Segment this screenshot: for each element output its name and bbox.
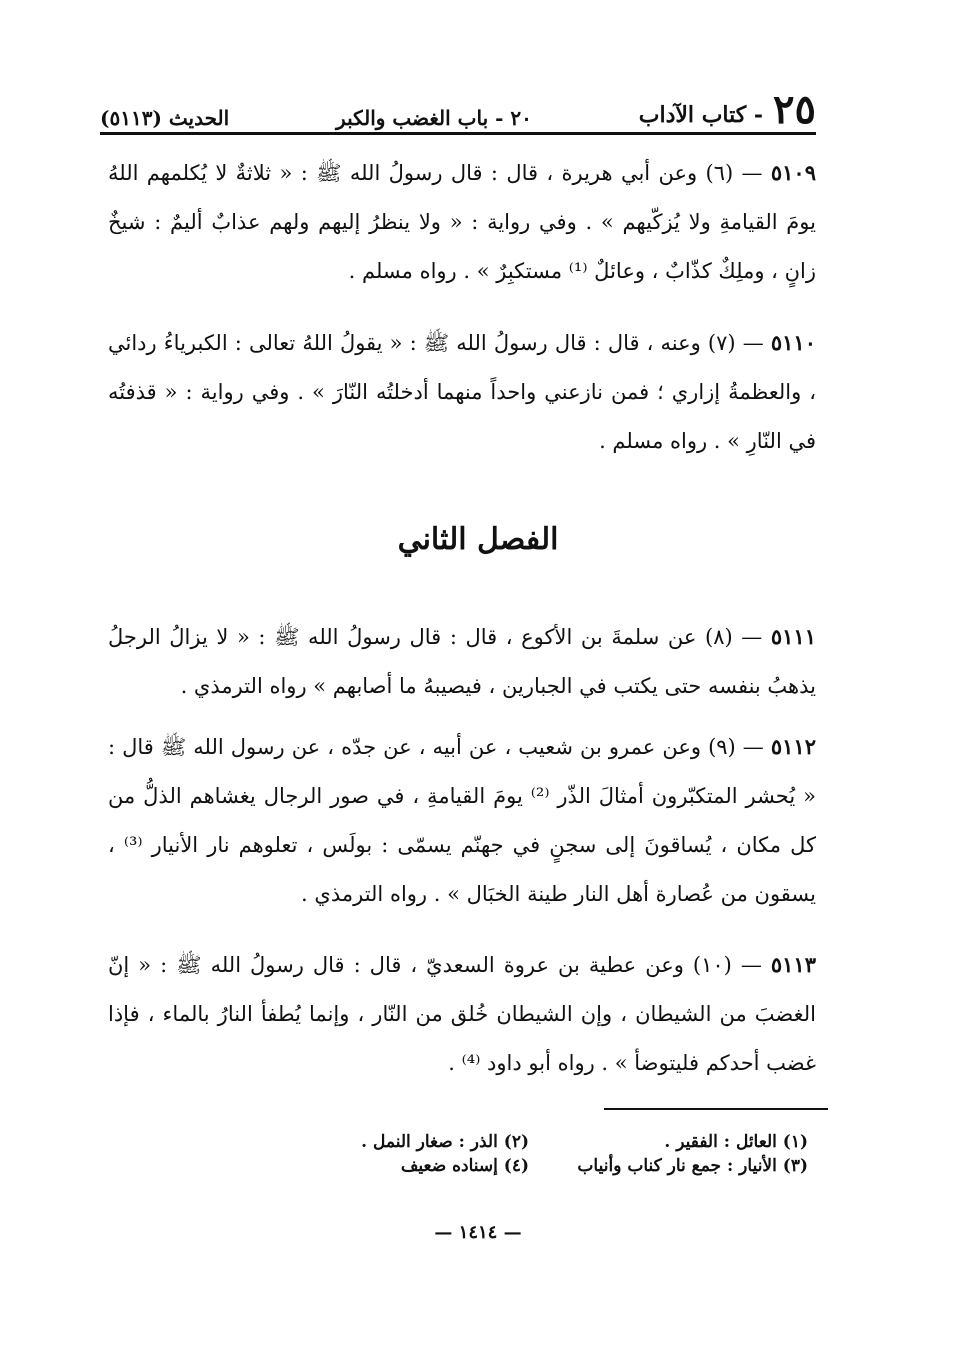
footnote-4: (٤) إسناده ضعيف bbox=[400, 1156, 529, 1176]
header-rule bbox=[100, 132, 816, 135]
hadith-paragraph bbox=[108, 722, 816, 919]
hadith-number: ٥١١٣ bbox=[770, 952, 816, 977]
page-header bbox=[100, 82, 816, 133]
hadith-text: — (٦) وعن أبي هريرة ، قال : قال رسولُ الله ﷺ : « ثلاثةٌ لا يُكلمهم اللهُ يومَ القيامةِ ولا يُزكّيهم » . وفي رواية : « ولا ينظرُ إليهم ولهم عذابٌ أليمٌ : شيخٌ زانٍ ، وملِكٌ كذّابٌ ، وعائلٌ ⁽¹⁾ مستكبِرٌ » . رواه مسلم . bbox=[108, 161, 816, 283]
hadith-number: ٥١١٢ bbox=[770, 734, 816, 759]
hadith-paragraph bbox=[108, 940, 816, 1088]
hadith-number: ٥١٠٩ bbox=[770, 160, 816, 185]
hadith-paragraph bbox=[108, 612, 816, 711]
section-title: الفصل الثاني bbox=[397, 522, 559, 557]
hadith-text: — (٧) وعنه ، قال : قال رسولُ الله ﷺ : « يقولُ اللهُ تعالى : الكبرياءُ ردائي ، والعظمةُ إزاري ؛ فمن نازعني واحداً منهما أدخلتُه النّارَ » . وفي رواية : « قذفتُه في النّارِ » . رواه مسلم . bbox=[108, 331, 816, 453]
book-title: - كتاب الآداب bbox=[638, 102, 764, 129]
hadith-text: — (٨) عن سلمةَ بن الأكوع ، قال : قال رسولُ الله ﷺ : « لا يزالُ الرجلُ يذهبُ بنفسه حتى يكتب في الجبارين ، فيصيبهُ ما أصابهم » رواه الترمذي . bbox=[108, 625, 816, 698]
hadith-range: الحديث (٥١١٣) bbox=[100, 106, 230, 130]
footnote-3: (٣) الأنيار : جمع نار كناب وأنياب bbox=[577, 1156, 808, 1176]
footnote-1: (١) العائل : الفقير . bbox=[664, 1132, 808, 1152]
footnotes bbox=[290, 1132, 808, 1176]
book-heading bbox=[638, 86, 816, 133]
page-number: — ١٤١٤ — bbox=[434, 1222, 522, 1243]
book-number: ٢٥ bbox=[773, 86, 816, 133]
hadith-text: — (١٠) وعن عطية بن عروة السعديّ ، قال : قال رسولُ الله ﷺ : « إنّ الغضبَ من الشيطان ، وإن الشيطان خُلق من النّار ، وإنما يُطفأ النارُ بالماء ، فإذا غضب أحدكم فليتوضأ » . رواه أبو داود ⁽⁴⁾ . bbox=[108, 953, 816, 1075]
hadith-paragraph bbox=[108, 318, 816, 466]
footnote-2: (٢) الذر : صغار النمل . bbox=[361, 1132, 529, 1152]
hadith-number: ٥١١٠ bbox=[770, 330, 816, 355]
footnote-rule bbox=[604, 1108, 828, 1110]
chapter-title: ٢٠ - باب الغضب والكبر bbox=[336, 106, 532, 130]
hadith-text: — (٩) وعن عمرو بن شعيب ، عن أبيه ، عن جدّه ، عن رسول الله ﷺ قال : « يُحشر المتكبّرون أمثالَ الذّر ⁽²⁾ يومَ القيامةِ ، في صور الرجال يغشاهم الذلُّ من كل مكان ، يُساقونَ إلى سجنٍ في جهنّم يسمّى : بولَس ، تعلوهم نار الأنيار ⁽³⁾ ، يسقون من عُصارة أهل النار طينة الخبَال » . رواه الترمذي . bbox=[108, 735, 816, 906]
hadith-number: ٥١١١ bbox=[770, 624, 816, 649]
hadith-paragraph bbox=[108, 148, 816, 296]
